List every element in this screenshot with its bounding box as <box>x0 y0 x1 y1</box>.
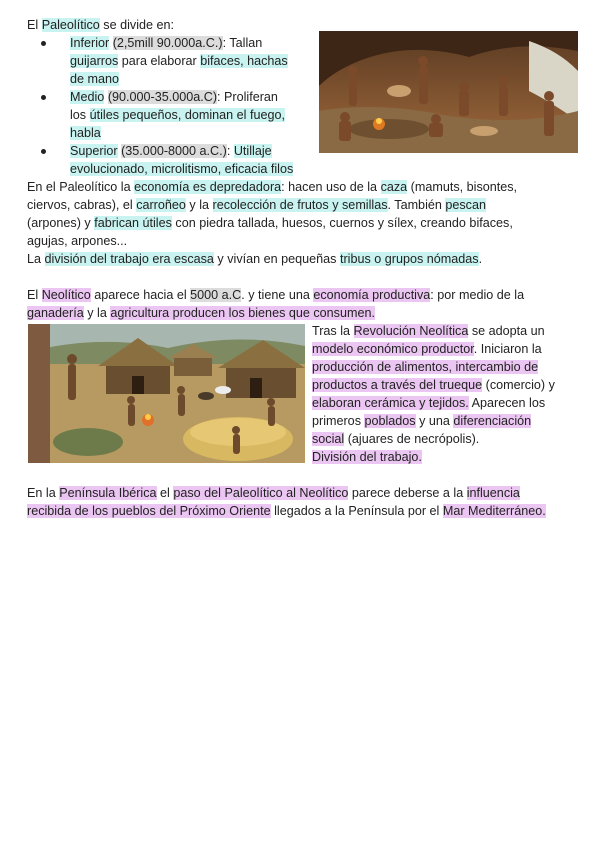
neolithic-right-line3: producción de alimentos, intercambio de <box>312 360 539 374</box>
bullet-superior-line1: Superior (35.000-8000 a.C.): Utillaje <box>70 144 272 158</box>
paleolithic-paragraph-line1: En el Paleolítico la economía es depredadora: hacen uso de la caza (mamuts, bisontes, <box>27 180 518 194</box>
paleolithic-paragraph-line2: ciervos, cabras), el carroñeo y la recolección de frutos y semillas. También pescan <box>27 198 486 212</box>
bullet-inferior-line2: guijarros para elaborar bifaces, hachas <box>70 54 288 68</box>
neolithic-village-illustration <box>28 324 305 463</box>
paleolithic-paragraph-line3: (arpones) y fabrican útiles con piedra tallada, huesos, cuernos y sílex, creando bifaces, <box>27 216 513 230</box>
iberian-paragraph-line2: recibida de los pueblos del Próximo Oriente llegados a la Península por el Mar Mediterráneo. <box>27 504 546 518</box>
neolithic-right-line2: modelo económico productor. Iniciaron la <box>312 342 542 356</box>
neolithic-right-line7: social (ajuares de necrópolis). <box>312 432 480 446</box>
bullet-dot <box>41 41 46 46</box>
paleolithic-paragraph-line4: agujas, arpones... <box>27 234 128 248</box>
neolithic-right-line1: Tras la Revolución Neolítica se adopta un <box>312 324 545 338</box>
bullet-dot <box>41 149 46 154</box>
bullet-medio-line1: Medio (90.000-35.000a.C): Proliferan <box>70 90 278 104</box>
neolithic-right-line8: División del trabajo. <box>312 450 422 464</box>
paleolithic-cave-illustration <box>319 31 578 153</box>
bullet-medio-line3: habla <box>70 126 101 140</box>
bullet-medio-line2: los útiles pequeños, dominan el fuego, <box>70 108 285 122</box>
paleolithic-paragraph-line5: La división del trabajo era escasa y vivían en pequeñas tribus o grupos nómadas. <box>27 252 483 266</box>
neolithic-right-line5: elaboran cerámica y tejidos. Aparecen los <box>312 396 546 410</box>
bullet-dot <box>41 95 46 100</box>
neolithic-intro-line2: ganadería y la agricultura producen los bienes que consumen. <box>27 306 375 320</box>
neolithic-intro-line1: El Neolítico aparece hacia el 5000 a.C. y tiene una economía productiva: por medio de la <box>27 288 525 302</box>
paleolithic-intro: El Paleolítico se divide en: <box>27 18 175 32</box>
neolithic-right-line4: productos a través del trueque (comercio) y <box>312 378 555 392</box>
bullet-inferior-line3: de mano <box>70 72 120 86</box>
bullet-inferior-line1: Inferior (2,5mill 90.000a.C.): Tallan <box>70 36 263 50</box>
iberian-paragraph-line1: En la Península Ibérica el paso del Paleolítico al Neolítico parece deberse a la influencia <box>27 486 520 500</box>
neolithic-right-line6: primeros poblados y una diferenciación <box>312 414 532 428</box>
bullet-superior-line2: evolucionado, microlitismo, eficacia filos <box>70 162 294 176</box>
